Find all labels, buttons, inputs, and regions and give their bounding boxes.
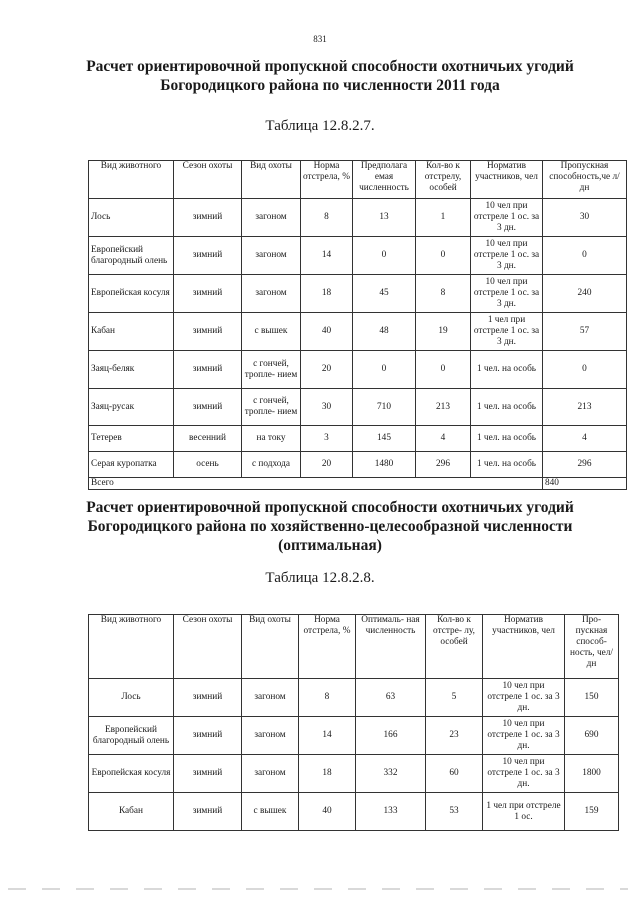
table-row <box>89 717 619 755</box>
hunt-type-cell: с гончей, тропле- нием <box>242 389 301 426</box>
table1-header-cell: Предполага емая численность <box>353 161 416 199</box>
animal-cell: Заяц-беляк <box>89 351 174 389</box>
participants-cell: 1 чел. на особь <box>471 426 543 452</box>
total-label: Всего <box>89 478 543 490</box>
table1-header-row <box>89 161 627 199</box>
table-row <box>89 199 627 237</box>
animal-cell: Лось <box>89 199 174 237</box>
season-cell: весенний <box>174 426 242 452</box>
table2-header-cell: Вид охоты <box>242 615 299 679</box>
table2-header-row <box>89 615 619 679</box>
animal-cell: Лось <box>89 679 174 717</box>
capacity-cell: 0 <box>543 237 627 275</box>
population-cell: 63 <box>356 679 426 717</box>
table2-header-cell: Кол-во к отстре- лу, особей <box>426 615 483 679</box>
hunt-type-cell: с подхода <box>242 452 301 478</box>
population-cell: 145 <box>353 426 416 452</box>
season-cell: зимний <box>174 389 242 426</box>
capacity-cell: 213 <box>543 389 627 426</box>
rate-cell: 40 <box>301 313 353 351</box>
table-row <box>89 313 627 351</box>
capacity-cell: 30 <box>543 199 627 237</box>
rate-cell: 18 <box>301 275 353 313</box>
section2-heading-line: Богородицкого района по хозяйственно-целесообразной численности <box>87 518 573 535</box>
quota-cell: 19 <box>416 313 471 351</box>
table1-caption: Таблица 12.8.2.7. <box>265 118 375 134</box>
rate-cell: 18 <box>299 755 356 793</box>
table-row <box>89 351 627 389</box>
table2-caption: Таблица 12.8.2.8. <box>265 570 375 586</box>
population-cell: 332 <box>356 755 426 793</box>
rate-cell: 40 <box>299 793 356 831</box>
participants-cell: 1 чел. на особь <box>471 351 543 389</box>
animal-cell: Заяц-русак <box>89 389 174 426</box>
table1-header-cell: Кол-во к отстрелу, особей <box>416 161 471 199</box>
hunt-type-cell: с гончей, тропле- нием <box>242 351 301 389</box>
population-cell: 166 <box>356 717 426 755</box>
quota-cell: 0 <box>416 351 471 389</box>
season-cell: зимний <box>174 351 242 389</box>
participants-cell: 10 чел при отстреле 1 ос. за 3 дн. <box>471 275 543 313</box>
season-cell: зимний <box>174 199 242 237</box>
table1-header-cell: Вид животного <box>89 161 174 199</box>
rate-cell: 14 <box>301 237 353 275</box>
season-cell: зимний <box>174 237 242 275</box>
table2-header-cell: Оптималь- ная численность <box>356 615 426 679</box>
hunt-type-cell: загоном <box>242 755 299 793</box>
quota-cell: 60 <box>426 755 483 793</box>
quota-cell: 5 <box>426 679 483 717</box>
quota-cell: 1 <box>416 199 471 237</box>
table-row <box>89 237 627 275</box>
total-value: 840 <box>543 478 627 490</box>
participants-cell: 10 чел при отстреле 1 ос. за 3 дн. <box>471 237 543 275</box>
quota-cell: 4 <box>416 426 471 452</box>
population-cell: 0 <box>353 351 416 389</box>
population-cell: 710 <box>353 389 416 426</box>
table2 <box>88 614 619 831</box>
table-row <box>89 426 627 452</box>
rate-cell: 3 <box>301 426 353 452</box>
table-row <box>89 275 627 313</box>
section2-heading-line: (оптимальная) <box>278 537 382 554</box>
hunt-type-cell: загоном <box>242 237 301 275</box>
table2-header-cell: Сезон охоты <box>174 615 242 679</box>
population-cell: 45 <box>353 275 416 313</box>
rate-cell: 8 <box>299 679 356 717</box>
rate-cell: 20 <box>301 452 353 478</box>
season-cell: зимний <box>174 313 242 351</box>
capacity-cell: 296 <box>543 452 627 478</box>
hunt-type-cell: загоном <box>242 717 299 755</box>
participants-cell: 10 чел при отстреле 1 ос. за 3 дн. <box>483 755 565 793</box>
participants-cell: 10 чел при отстреле 1 ос. за 3 дн. <box>471 199 543 237</box>
season-cell: зимний <box>174 717 242 755</box>
animal-cell: Кабан <box>89 313 174 351</box>
rate-cell: 30 <box>301 389 353 426</box>
animal-cell: Европейский благородный олень <box>89 237 174 275</box>
hunt-type-cell: на току <box>242 426 301 452</box>
table2-header-cell: Норматив участников, чел <box>483 615 565 679</box>
table-row <box>89 679 619 717</box>
animal-cell: Европейская косуля <box>89 275 174 313</box>
season-cell: зимний <box>174 679 242 717</box>
hunt-type-cell: с вышек <box>242 793 299 831</box>
population-cell: 1480 <box>353 452 416 478</box>
capacity-cell: 1800 <box>565 755 619 793</box>
quota-cell: 53 <box>426 793 483 831</box>
total-row <box>89 478 627 490</box>
capacity-cell: 57 <box>543 313 627 351</box>
season-cell: осень <box>174 452 242 478</box>
table1-header-cell: Сезон охоты <box>174 161 242 199</box>
quota-cell: 0 <box>416 237 471 275</box>
capacity-cell: 4 <box>543 426 627 452</box>
population-cell: 13 <box>353 199 416 237</box>
participants-cell: 10 чел при отстреле 1 ос. за 3 дн. <box>483 679 565 717</box>
table-row <box>89 389 627 426</box>
table1 <box>88 160 627 490</box>
population-cell: 133 <box>356 793 426 831</box>
participants-cell: 10 чел при отстреле 1 ос. за 3 дн. <box>483 717 565 755</box>
animal-cell: Тетерев <box>89 426 174 452</box>
animal-cell: Кабан <box>89 793 174 831</box>
quota-cell: 8 <box>416 275 471 313</box>
animal-cell: Европейский благородный олень <box>89 717 174 755</box>
section1-heading-line: Богородицкого района по численности 2011 года <box>160 77 500 94</box>
rate-cell: 20 <box>301 351 353 389</box>
population-cell: 0 <box>353 237 416 275</box>
scan-artifact <box>8 888 628 890</box>
capacity-cell: 150 <box>565 679 619 717</box>
section1-heading-line: Расчет ориентировочной пропускной способности охотничьих угодий <box>86 58 574 75</box>
hunt-type-cell: загоном <box>242 679 299 717</box>
hunt-type-cell: загоном <box>242 275 301 313</box>
participants-cell: 1 чел. на особь <box>471 389 543 426</box>
capacity-cell: 240 <box>543 275 627 313</box>
section1-heading <box>40 57 620 95</box>
table1-header-cell: Вид охоты <box>242 161 301 199</box>
rate-cell: 8 <box>301 199 353 237</box>
quota-cell: 23 <box>426 717 483 755</box>
animal-cell: Серая куропатка <box>89 452 174 478</box>
season-cell: зимний <box>174 275 242 313</box>
season-cell: зимний <box>174 793 242 831</box>
participants-cell: 1 чел при отстреле 1 ос. за 3 дн. <box>471 313 543 351</box>
rate-cell: 14 <box>299 717 356 755</box>
page-number: 831 <box>313 34 327 44</box>
capacity-cell: 690 <box>565 717 619 755</box>
capacity-cell: 0 <box>543 351 627 389</box>
table1-header-cell: Норматив участников, чел <box>471 161 543 199</box>
section2-heading-line: Расчет ориентировочной пропускной способности охотничьих угодий <box>86 499 574 516</box>
season-cell: зимний <box>174 755 242 793</box>
section2-heading <box>40 498 620 555</box>
table-row <box>89 452 627 478</box>
quota-cell: 296 <box>416 452 471 478</box>
hunt-type-cell: с вышек <box>242 313 301 351</box>
hunt-type-cell: загоном <box>242 199 301 237</box>
participants-cell: 1 чел при отстреле 1 ос. <box>483 793 565 831</box>
table-row <box>89 793 619 831</box>
table-row <box>89 755 619 793</box>
table2-header-cell: Про- пускная способ- ность, чел/дн <box>565 615 619 679</box>
table1-header-cell: Норма отстрела, % <box>301 161 353 199</box>
table2-header-cell: Норма отстрела, % <box>299 615 356 679</box>
population-cell: 48 <box>353 313 416 351</box>
capacity-cell: 159 <box>565 793 619 831</box>
quota-cell: 213 <box>416 389 471 426</box>
table1-header-cell: Пропускная способность,че л/дн <box>543 161 627 199</box>
animal-cell: Европейская косуля <box>89 755 174 793</box>
table2-header-cell: Вид животного <box>89 615 174 679</box>
participants-cell: 1 чел. на особь <box>471 452 543 478</box>
